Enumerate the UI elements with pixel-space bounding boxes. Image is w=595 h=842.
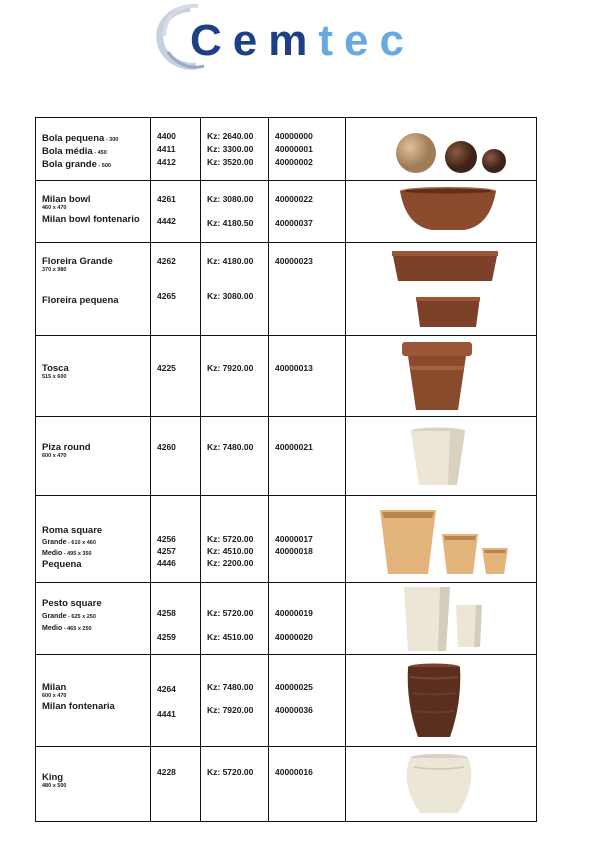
product-price: Kz: 2200.00 bbox=[207, 558, 254, 568]
product-price: Kz: 3080.00 bbox=[207, 291, 254, 301]
name-cell bbox=[36, 583, 151, 655]
product-name: Tosca bbox=[42, 363, 69, 374]
image-cell bbox=[346, 583, 537, 655]
milan-bowl-image bbox=[398, 186, 498, 232]
logo-wordmark bbox=[190, 16, 415, 66]
name-cell bbox=[36, 747, 151, 822]
product-price: Kz: 4510.00 bbox=[207, 546, 254, 556]
product-ref: 40000017 bbox=[275, 534, 313, 544]
image-cell bbox=[346, 336, 537, 417]
product-price: Kz: 5720.00 bbox=[207, 534, 254, 544]
product-code: 4400 bbox=[157, 131, 176, 141]
product-name: Floreira Grande bbox=[42, 256, 113, 267]
logo-letter: m bbox=[268, 16, 319, 65]
product-code: 4259 bbox=[157, 632, 176, 642]
ref-cell bbox=[269, 243, 346, 336]
product-price: Kz: 7920.00 bbox=[207, 363, 254, 373]
pesto-pots-image bbox=[402, 585, 486, 653]
product-ref: 40000016 bbox=[275, 767, 313, 777]
code-cell bbox=[151, 747, 201, 822]
name-cell bbox=[36, 118, 151, 181]
image-cell bbox=[346, 181, 537, 243]
floreira-image bbox=[390, 249, 500, 333]
image-cell bbox=[346, 496, 537, 583]
product-name: Bola pequena bbox=[42, 133, 105, 144]
product-size: - 500 bbox=[96, 163, 111, 169]
product-code: 4256 bbox=[157, 534, 176, 544]
product-code: 4411 bbox=[157, 144, 176, 154]
piza-pot-image bbox=[410, 427, 466, 487]
table-row bbox=[36, 496, 537, 583]
image-cell bbox=[346, 417, 537, 496]
name-cell bbox=[36, 243, 151, 336]
product-name: Grande bbox=[42, 613, 67, 620]
product-name: Floreira pequena bbox=[42, 295, 119, 306]
product-ref: 40000025 bbox=[275, 682, 313, 692]
code-cell bbox=[151, 496, 201, 583]
product-ref: 40000022 bbox=[275, 194, 313, 204]
product-price: Kz: 4180.00 bbox=[207, 256, 254, 266]
product-price: Kz: 5720.00 bbox=[207, 608, 254, 618]
product-code: 4412 bbox=[157, 157, 176, 167]
ref-cell bbox=[269, 417, 346, 496]
table-row bbox=[36, 181, 537, 243]
image-cell bbox=[346, 747, 537, 822]
product-size: 600 x 470 bbox=[42, 693, 67, 699]
product-price: Kz: 2640.00 bbox=[207, 131, 254, 141]
product-size: 460 x 470 bbox=[42, 205, 67, 211]
code-cell bbox=[151, 336, 201, 417]
price-cell bbox=[201, 496, 269, 583]
tosca-pot-image bbox=[400, 340, 474, 412]
logo-letter: e bbox=[232, 16, 269, 65]
name-cell bbox=[36, 417, 151, 496]
cemtec-logo bbox=[150, 2, 450, 74]
product-code: 4265 bbox=[157, 291, 176, 301]
code-cell bbox=[151, 655, 201, 747]
product-size: - 495 x 350 bbox=[62, 551, 92, 557]
product-table bbox=[35, 117, 537, 822]
product-size: - 450 bbox=[92, 150, 107, 156]
price-cell bbox=[201, 417, 269, 496]
product-code: 4228 bbox=[157, 767, 176, 777]
price-cell bbox=[201, 583, 269, 655]
product-code: 4441 bbox=[157, 709, 176, 719]
ref-cell bbox=[269, 655, 346, 747]
product-name: Pequena bbox=[42, 559, 82, 570]
image-cell bbox=[346, 655, 537, 747]
ref-cell bbox=[269, 496, 346, 583]
product-size: 515 x 600 bbox=[42, 374, 67, 380]
logo-letter: e bbox=[344, 16, 380, 65]
product-name: Medio bbox=[42, 550, 63, 557]
product-title: Pesto square bbox=[42, 598, 102, 609]
ref-cell bbox=[269, 336, 346, 417]
ref-cell bbox=[269, 747, 346, 822]
product-price: Kz: 3300.00 bbox=[207, 144, 254, 154]
product-price: Kz: 7480.00 bbox=[207, 442, 254, 452]
product-name: Milan bowl fontenario bbox=[42, 214, 140, 225]
code-cell bbox=[151, 417, 201, 496]
product-ref: 40000021 bbox=[275, 442, 313, 452]
product-code: 4257 bbox=[157, 546, 176, 556]
code-cell bbox=[151, 181, 201, 243]
product-code: 4260 bbox=[157, 442, 176, 452]
product-code: 4261 bbox=[157, 194, 176, 204]
code-cell bbox=[151, 118, 201, 181]
product-ref: 40000020 bbox=[275, 632, 313, 642]
ref-cell bbox=[269, 583, 346, 655]
name-cell bbox=[36, 496, 151, 583]
table-row bbox=[36, 243, 537, 336]
table-row bbox=[36, 118, 537, 181]
king-pot-image bbox=[404, 753, 474, 817]
product-ref: 40000002 bbox=[275, 157, 313, 167]
product-ref: 40000013 bbox=[275, 363, 313, 373]
product-name: Medio bbox=[42, 625, 63, 632]
product-code: 4258 bbox=[157, 608, 176, 618]
code-cell bbox=[151, 243, 201, 336]
product-name: Piza round bbox=[42, 442, 91, 453]
product-price: Kz: 3080.00 bbox=[207, 194, 254, 204]
product-price: Kz: 3520.00 bbox=[207, 157, 254, 167]
product-name: Bola média bbox=[42, 146, 93, 157]
product-size: 480 x 500 bbox=[42, 783, 67, 789]
image-cell bbox=[346, 243, 537, 336]
product-name: Grande bbox=[42, 539, 67, 546]
table-row bbox=[36, 583, 537, 655]
logo-letter: c bbox=[379, 16, 416, 65]
table-row bbox=[36, 336, 537, 417]
price-cell bbox=[201, 243, 269, 336]
price-cell bbox=[201, 747, 269, 822]
name-cell bbox=[36, 336, 151, 417]
product-ref: 40000019 bbox=[275, 608, 313, 618]
product-ref: 40000023 bbox=[275, 256, 313, 266]
code-cell bbox=[151, 583, 201, 655]
product-price: Kz: 7920.00 bbox=[207, 705, 254, 715]
price-cell bbox=[201, 181, 269, 243]
price-cell bbox=[201, 655, 269, 747]
product-name: Milan bowl bbox=[42, 194, 91, 205]
table-row bbox=[36, 417, 537, 496]
product-ref: 40000036 bbox=[275, 705, 313, 715]
product-size: - 610 x 460 bbox=[66, 540, 96, 546]
product-ref: 40000037 bbox=[275, 218, 313, 228]
product-size: - 625 x 250 bbox=[66, 614, 96, 620]
price-cell bbox=[201, 336, 269, 417]
product-name: Milan fontenaria bbox=[42, 701, 115, 712]
product-price: Kz: 4180.50 bbox=[207, 218, 254, 228]
product-size: - 300 bbox=[104, 137, 119, 143]
product-name: Milan bbox=[42, 682, 67, 693]
price-cell bbox=[201, 118, 269, 181]
product-price: Kz: 4510.00 bbox=[207, 632, 254, 642]
ref-cell bbox=[269, 118, 346, 181]
table-row bbox=[36, 747, 537, 822]
product-code: 4446 bbox=[157, 558, 176, 568]
clay-balls-image bbox=[396, 132, 516, 174]
product-name: Bola grande bbox=[42, 159, 97, 170]
product-code: 4262 bbox=[157, 256, 176, 266]
product-ref: 40000000 bbox=[275, 131, 313, 141]
product-title: Roma square bbox=[42, 525, 103, 536]
name-cell bbox=[36, 181, 151, 243]
product-price: Kz: 5720.00 bbox=[207, 767, 254, 777]
roma-pots-image bbox=[378, 508, 514, 578]
product-name: King bbox=[42, 772, 64, 783]
product-size: 600 x 470 bbox=[42, 453, 67, 459]
product-price: Kz: 7480.00 bbox=[207, 682, 254, 692]
image-cell bbox=[346, 118, 537, 181]
product-size: - 465 x 250 bbox=[62, 626, 92, 632]
product-ref: 40000001 bbox=[275, 144, 313, 154]
name-cell bbox=[36, 655, 151, 747]
product-size: 370 x 980 bbox=[42, 267, 67, 273]
table-row bbox=[36, 655, 537, 747]
logo-letter: t bbox=[318, 16, 345, 65]
product-ref: 40000018 bbox=[275, 546, 313, 556]
product-code: 4264 bbox=[157, 684, 176, 694]
product-code: 4225 bbox=[157, 363, 176, 373]
logo-letter: C bbox=[190, 16, 233, 65]
product-code: 4442 bbox=[157, 216, 176, 226]
milan-vase-image bbox=[406, 663, 462, 739]
ref-cell bbox=[269, 181, 346, 243]
